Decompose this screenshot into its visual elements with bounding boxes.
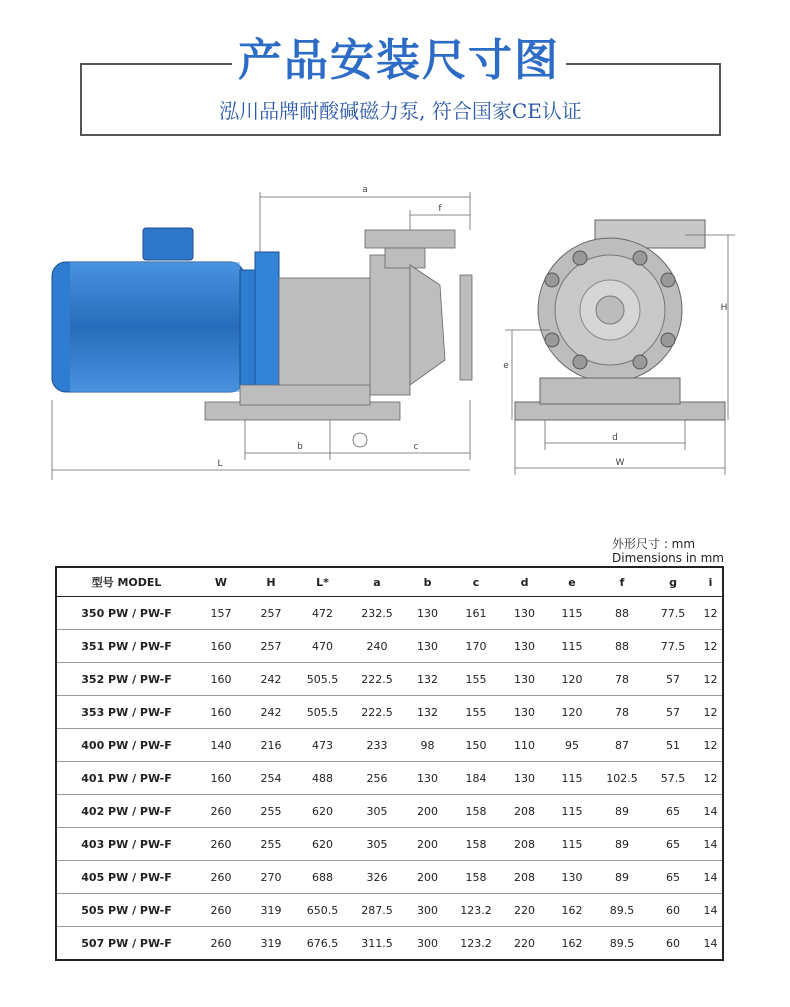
table-cell-value: 200 — [405, 795, 450, 828]
table-cell-value: 160 — [196, 630, 246, 663]
table-cell-value: 12 — [699, 597, 723, 630]
table-cell-value: 162 — [561, 936, 583, 950]
table-row — [56, 696, 723, 729]
table-cell-value: 470 — [296, 630, 349, 663]
table-cell-value: 140 — [196, 729, 246, 762]
col-header-e: e — [547, 567, 597, 597]
table-cell-value: 305 — [349, 795, 405, 828]
dim-label-H: H — [720, 303, 728, 313]
table-cell-value: 208 — [502, 795, 547, 828]
dim-label-W: W — [615, 458, 625, 468]
table-header-row — [56, 567, 723, 597]
table-cell-value: 12 — [699, 696, 723, 729]
table-cell-value: 155 — [450, 696, 502, 729]
dim-label-e: e — [503, 361, 509, 371]
dim-label-L: L — [217, 459, 223, 469]
table-row — [56, 663, 723, 696]
table-row — [56, 927, 723, 961]
table-cell-model: 507 PW / PW-F — [81, 936, 172, 950]
page-subtitle: 泓川品牌耐酸碱磁力泵, 符合国家CE认证 — [219, 99, 582, 123]
dim-label-c: c — [413, 442, 419, 452]
table-cell-value: 158 — [450, 828, 502, 861]
dim-label-a: a — [362, 185, 368, 195]
table-cell-value: 505.5 — [296, 696, 349, 729]
table-cell-value: 14 — [699, 861, 723, 894]
table-row — [56, 597, 723, 630]
table-cell-value: 688 — [296, 861, 349, 894]
table-cell-value: 260 — [196, 894, 246, 927]
table-cell-value: 260 — [196, 861, 246, 894]
table-cell-value: 311.5 — [361, 936, 393, 950]
table-cell-value: 120 — [547, 696, 597, 729]
table-cell-value: 14 — [699, 828, 723, 861]
table-cell-value: 270 — [246, 861, 296, 894]
table-cell-value: 123.2 — [450, 894, 502, 927]
table-cell-value: 256 — [349, 762, 405, 795]
table-cell-value: 14 — [699, 894, 723, 927]
table-row — [56, 894, 723, 927]
table-cell-value: 184 — [450, 762, 502, 795]
table-cell-value: 12 — [699, 762, 723, 795]
table-cell-value: 77.5 — [647, 630, 699, 663]
table-cell-value: 158 — [450, 861, 502, 894]
table-cell-value: 130 — [502, 762, 547, 795]
table-cell-value: 220 — [514, 936, 535, 950]
units-label-en: Dimensions in mm — [612, 551, 724, 565]
table-cell-value: 14 — [703, 936, 718, 950]
table-cell-value: 222.5 — [349, 696, 405, 729]
table-cell-value: 208 — [502, 861, 547, 894]
table-cell-value: 233 — [349, 729, 405, 762]
front-view — [515, 220, 725, 420]
table-cell-value: 472 — [296, 597, 349, 630]
table-cell-value: 319 — [246, 894, 296, 927]
col-header-d: d — [502, 567, 547, 597]
table-cell-value: 65 — [647, 795, 699, 828]
table-cell-value: 110 — [502, 729, 547, 762]
table-cell-model: 402 PW / PW-F — [56, 795, 196, 828]
table-cell-value: 115 — [547, 828, 597, 861]
table-body — [56, 597, 723, 961]
table-cell-value: 260 — [196, 795, 246, 828]
table-row — [56, 630, 723, 663]
table-cell-value: 254 — [246, 762, 296, 795]
table-cell-value: 650.5 — [296, 894, 349, 927]
col-header-W: W — [196, 567, 246, 597]
table-cell-value: 170 — [450, 630, 502, 663]
table-cell-value: 200 — [405, 861, 450, 894]
table-row — [56, 828, 723, 861]
table-cell-value: 78 — [597, 696, 647, 729]
table-cell-model: 353 PW / PW-F — [56, 696, 196, 729]
table-cell-value: 88 — [597, 630, 647, 663]
table-cell-value: 130 — [405, 630, 450, 663]
table-cell-value: 95 — [547, 729, 597, 762]
col-header-g: g — [647, 567, 699, 597]
table-row — [56, 795, 723, 828]
table-cell-value: 130 — [405, 762, 450, 795]
table-cell-value: 132 — [405, 696, 450, 729]
table-cell-value: 57 — [647, 663, 699, 696]
table-cell-value: 216 — [246, 729, 296, 762]
col-header-c: c — [450, 567, 502, 597]
table-cell-value: 51 — [647, 729, 699, 762]
col-header-a: a — [349, 567, 405, 597]
units-label-cn: 外形尺寸 : mm — [612, 537, 696, 551]
table-cell-value: 123.2 — [460, 936, 492, 950]
side-view — [260, 192, 470, 260]
col-header-model: 型号 MODEL — [56, 567, 196, 597]
table-cell-value: 220 — [502, 894, 547, 927]
table-cell-value: 115 — [547, 597, 597, 630]
table-cell-value: 300 — [417, 936, 438, 950]
table-cell-value: 305 — [349, 828, 405, 861]
header-frame-top-right — [566, 63, 721, 65]
table-cell-value: 60 — [647, 894, 699, 927]
table-cell-value: 160 — [196, 696, 246, 729]
table-cell-value: 115 — [547, 762, 597, 795]
table-cell-model: 351 PW / PW-F — [56, 630, 196, 663]
dim-label-f: f — [438, 204, 442, 214]
table-cell-value: 232.5 — [349, 597, 405, 630]
table-cell-value: 242 — [246, 696, 296, 729]
col-header-L: L* — [296, 567, 349, 597]
dim-label-d: d — [612, 433, 618, 443]
table-cell-value: 505.5 — [296, 663, 349, 696]
table-cell-model: 403 PW / PW-F — [56, 828, 196, 861]
table-cell-value: 12 — [699, 630, 723, 663]
table-cell-value: 319 — [260, 936, 282, 950]
table-cell-value: 14 — [699, 795, 723, 828]
col-header-i: i — [699, 567, 723, 597]
table-cell-value: 326 — [349, 861, 405, 894]
table-cell-value: 287.5 — [349, 894, 405, 927]
table-cell-value: 89.5 — [597, 894, 647, 927]
table-cell-value: 78 — [597, 663, 647, 696]
table-cell-value: 158 — [450, 795, 502, 828]
table-row — [56, 729, 723, 762]
header-frame-top-left — [80, 63, 232, 65]
table-cell-model: 400 PW / PW-F — [56, 729, 196, 762]
table-cell-value: 257 — [246, 597, 296, 630]
table-cell-model: 505 PW / PW-F — [56, 894, 196, 927]
table-cell-value: 130 — [405, 597, 450, 630]
table-cell-value: 89 — [597, 828, 647, 861]
table-cell-value: 157 — [196, 597, 246, 630]
table-cell-value: 132 — [405, 663, 450, 696]
pump-dimension-drawing — [40, 170, 750, 490]
table-cell-value: 89.5 — [609, 936, 635, 950]
table-cell-value: 57.5 — [647, 762, 699, 795]
table-cell-model: 352 PW / PW-F — [56, 663, 196, 696]
table-cell-value: 130 — [502, 663, 547, 696]
table-cell-value: 87 — [597, 729, 647, 762]
dim-label-b: b — [297, 442, 303, 452]
table-cell-value: 89 — [597, 795, 647, 828]
col-header-f: f — [597, 567, 647, 597]
table-cell-value: 300 — [405, 894, 450, 927]
table-cell-value: 160 — [196, 762, 246, 795]
table-cell-value: 240 — [349, 630, 405, 663]
table-cell-value: 98 — [405, 729, 450, 762]
table-cell-value: 242 — [246, 663, 296, 696]
table-cell-value: 115 — [547, 630, 597, 663]
table-cell-value: 115 — [547, 795, 597, 828]
table-cell-value: 255 — [246, 795, 296, 828]
motor-body — [52, 228, 279, 400]
table-cell-value: 89 — [597, 861, 647, 894]
dimension-table — [55, 566, 724, 961]
col-header-H: H — [246, 567, 296, 597]
table-cell-value: 77.5 — [647, 597, 699, 630]
table-cell-value: 12 — [699, 729, 723, 762]
table-cell-value: 200 — [405, 828, 450, 861]
table-cell-value: 65 — [647, 828, 699, 861]
table-row — [56, 762, 723, 795]
table-cell-value: 160 — [196, 663, 246, 696]
table-row — [56, 861, 723, 894]
table-cell-value: 60 — [666, 936, 680, 950]
table-cell-value: 57 — [647, 696, 699, 729]
table-cell-value: 155 — [450, 663, 502, 696]
table-cell-value: 255 — [246, 828, 296, 861]
table-cell-value: 620 — [296, 795, 349, 828]
table-cell-value: 130 — [502, 630, 547, 663]
table-cell-value: 120 — [547, 663, 597, 696]
table-cell-value: 473 — [296, 729, 349, 762]
table-cell-value: 620 — [296, 828, 349, 861]
table-cell-model: 350 PW / PW-F — [56, 597, 196, 630]
table-cell-value: 162 — [547, 894, 597, 927]
table-cell-value: 130 — [547, 861, 597, 894]
table-cell-value: 12 — [699, 663, 723, 696]
table-cell-value: 257 — [246, 630, 296, 663]
page-title: 产品安装尺寸图 — [238, 35, 560, 86]
table-cell-model: 405 PW / PW-F — [56, 861, 196, 894]
table-cell-value: 676.5 — [306, 936, 339, 950]
table-cell-value: 88 — [597, 597, 647, 630]
table-cell-model: 401 PW / PW-F — [56, 762, 196, 795]
col-header-b: b — [405, 567, 450, 597]
table-cell-value: 161 — [450, 597, 502, 630]
table-cell-value: 65 — [647, 861, 699, 894]
table-cell-value: 130 — [502, 696, 547, 729]
table-cell-value: 260 — [210, 936, 232, 950]
table-cell-value: 488 — [296, 762, 349, 795]
table-cell-value: 102.5 — [597, 762, 647, 795]
table-cell-value: 150 — [450, 729, 502, 762]
table-cell-value: 222.5 — [349, 663, 405, 696]
table-cell-value: 260 — [196, 828, 246, 861]
table-cell-value: 208 — [502, 828, 547, 861]
table-cell-value: 130 — [502, 597, 547, 630]
